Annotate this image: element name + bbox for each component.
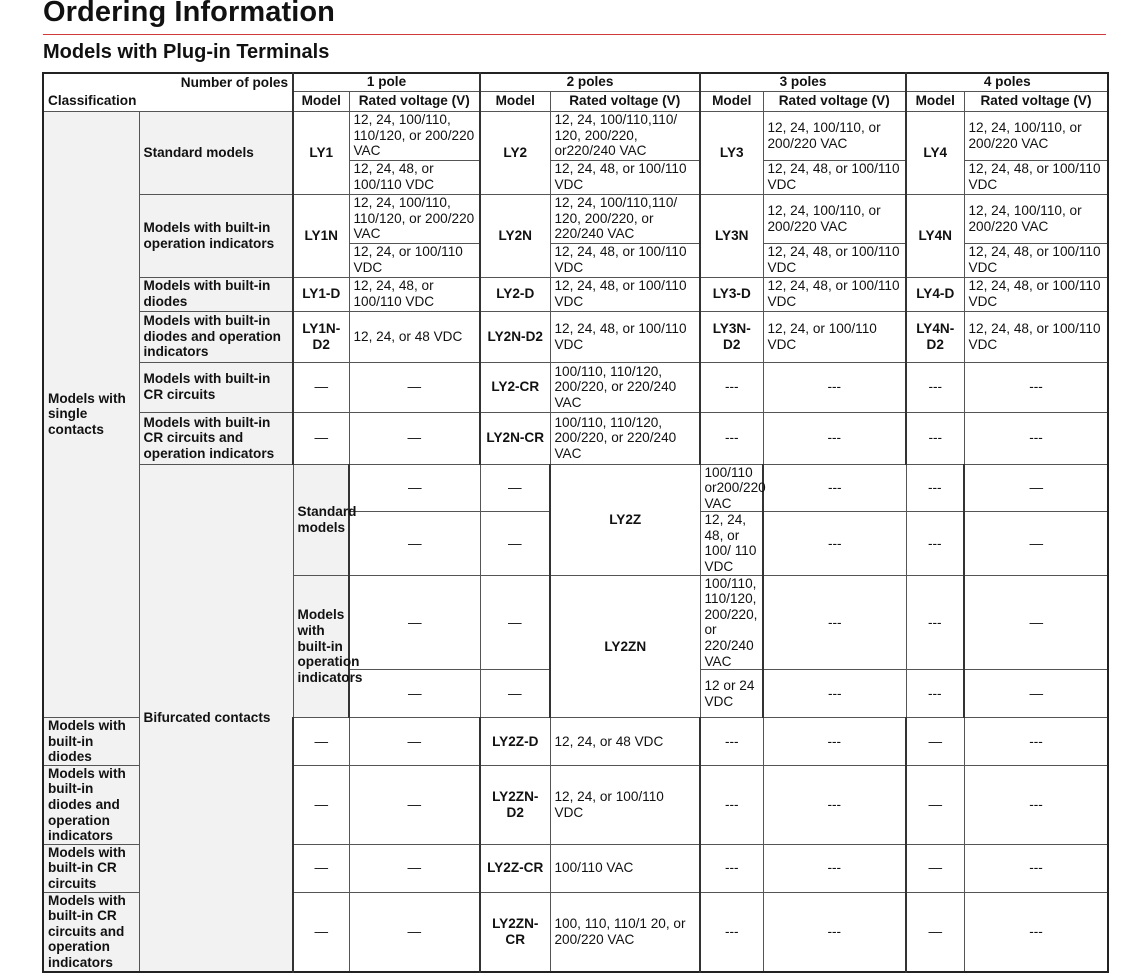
empty-dash: — xyxy=(906,892,964,971)
voltage-cell: 12, 24, 48, or 100/110 VDC xyxy=(349,160,480,194)
voltage-cell: 12, 24, 100/110,110/ 120, 200/220, or220/240 VAC xyxy=(550,111,700,160)
model-cell: LY4-D xyxy=(906,277,964,311)
model-cell: LY2Z-D xyxy=(480,718,550,766)
empty-dash: --- xyxy=(763,670,906,718)
empty-dash: --- xyxy=(700,362,763,412)
voltage-cell: 12, 24, or 100/110 VDC xyxy=(763,311,906,362)
subgroup-diodes-operation-indicators: Models with built-in diodes and operation indicators xyxy=(43,765,139,844)
empty-dash: --- xyxy=(763,844,906,892)
empty-dash: --- xyxy=(763,892,906,971)
header-1-pole: 1 pole xyxy=(293,73,480,91)
header-rated-voltage: Rated voltage (V) xyxy=(964,91,1108,111)
empty-dash: — xyxy=(480,512,550,575)
model-cell: LY3N-D2 xyxy=(700,311,763,362)
empty-dash: — xyxy=(293,718,349,766)
empty-dash: --- xyxy=(906,670,964,718)
empty-dash: --- xyxy=(906,575,964,670)
empty-dash: --- xyxy=(906,412,964,464)
subgroup-diodes: Models with built-in diodes xyxy=(139,277,293,311)
empty-dash: --- xyxy=(700,892,763,971)
model-cell: LY2-CR xyxy=(480,362,550,412)
model-cell: LY1 xyxy=(293,111,349,194)
voltage-cell: 12, 24, or 100/110 VDC xyxy=(550,765,700,844)
voltage-cell: 12, 24, 48, or 100/110 VDC xyxy=(964,311,1108,362)
empty-dash: — xyxy=(349,892,480,971)
voltage-cell: 12, 24, 100/110, 110/120, or 200/220 VAC xyxy=(349,111,480,160)
empty-dash: --- xyxy=(763,362,906,412)
subgroup-cr-circuits: Models with built-in CR circuits xyxy=(139,362,293,412)
header-2-poles: 2 poles xyxy=(480,73,700,91)
model-cell: LY4N-D2 xyxy=(906,311,964,362)
model-cell: LY2-D xyxy=(480,277,550,311)
empty-dash: — xyxy=(480,464,550,512)
voltage-cell: 12, 24, 48, or 100/110 VDC xyxy=(763,243,906,277)
empty-dash: — xyxy=(293,892,349,971)
section-subtitle: Models with Plug-in Terminals xyxy=(43,41,330,63)
empty-dash: --- xyxy=(700,718,763,766)
empty-dash: — xyxy=(964,575,1108,670)
voltage-cell: 12, 24, 48, or 100/110 VDC xyxy=(964,160,1108,194)
title-divider xyxy=(43,34,1106,35)
header-4-poles: 4 poles xyxy=(906,73,1108,91)
voltage-cell: 12, 24, 48, or 100/110 VDC xyxy=(550,277,700,311)
empty-dash: — xyxy=(349,670,480,718)
voltage-cell: 12, 24, 48, or 100/110 VDC xyxy=(550,243,700,277)
model-cell: LY2 xyxy=(480,111,550,194)
empty-dash: --- xyxy=(763,718,906,766)
empty-dash: — xyxy=(349,412,480,464)
header-number-of-poles: Number of poles xyxy=(43,73,293,91)
empty-dash: — xyxy=(964,512,1108,575)
model-cell: LY4N xyxy=(906,194,964,277)
model-cell: LY2ZN-D2 xyxy=(480,765,550,844)
voltage-cell: 12, 24, 48, or 100/110 VDC xyxy=(550,311,700,362)
empty-dash: — xyxy=(349,844,480,892)
model-cell: LY2N-D2 xyxy=(480,311,550,362)
voltage-cell: 12, 24, 100/110,110/ 120, 200/220, or 220/240 VAC xyxy=(550,194,700,243)
empty-dash: — xyxy=(480,575,550,670)
voltage-cell: 100/110, 110/120, 200/220, or 220/240 VAC xyxy=(550,412,700,464)
header-classification: Classification xyxy=(43,91,293,111)
header-3-poles: 3 poles xyxy=(700,73,906,91)
subgroup-cr-operation-indicators: Models with built-in CR circuits and operation indicators xyxy=(139,412,293,464)
subgroup-cr-operation-indicators: Models with built-in CR circuits and operation indicators xyxy=(43,892,139,971)
voltage-cell: 100/110 VAC xyxy=(550,844,700,892)
voltage-cell: 12 or 24 VDC xyxy=(700,670,763,718)
empty-dash: — xyxy=(293,844,349,892)
page-title: Ordering Information xyxy=(43,0,335,28)
header-model: Model xyxy=(480,91,550,111)
empty-dash: — xyxy=(964,670,1108,718)
empty-dash: --- xyxy=(964,412,1108,464)
model-cell: LY2Z xyxy=(550,464,700,575)
subgroup-diodes: Models with built-in diodes xyxy=(43,718,139,766)
empty-dash: — xyxy=(906,844,964,892)
empty-dash: — xyxy=(293,765,349,844)
model-cell: LY2ZN-CR xyxy=(480,892,550,971)
header-model: Model xyxy=(293,91,349,111)
empty-dash: --- xyxy=(906,512,964,575)
empty-dash: --- xyxy=(964,362,1108,412)
empty-dash: — xyxy=(349,512,480,575)
model-cell: LY3 xyxy=(700,111,763,194)
empty-dash: --- xyxy=(700,844,763,892)
voltage-cell: 12, 24, 48, or 100/110 VDC xyxy=(550,160,700,194)
empty-dash: --- xyxy=(906,362,964,412)
empty-dash: --- xyxy=(700,412,763,464)
model-cell: LY3-D xyxy=(700,277,763,311)
empty-dash: --- xyxy=(964,844,1108,892)
voltage-cell: 12, 24, 100/110, or 200/220 VAC xyxy=(763,194,906,243)
voltage-cell: 12, 24, 100/110, or 200/220 VAC xyxy=(763,111,906,160)
subgroup-operation-indicators: Models with built-in operation indicators xyxy=(293,575,349,717)
empty-dash: — xyxy=(293,412,349,464)
voltage-cell: 12, 24, or 48 VDC xyxy=(550,718,700,766)
empty-dash: --- xyxy=(763,412,906,464)
model-cell: LY1-D xyxy=(293,277,349,311)
empty-dash: — xyxy=(293,362,349,412)
voltage-cell: 100/110, 110/120, 200/220, or 220/240 VAC xyxy=(550,362,700,412)
subgroup-diodes-operation-indicators: Models with built-in diodes and operation indicators xyxy=(139,311,293,362)
header-rated-voltage: Rated voltage (V) xyxy=(349,91,480,111)
voltage-cell: 12, 24, 48, or 100/ 110 VDC xyxy=(700,512,763,575)
voltage-cell: 100/110 or200/220 VAC xyxy=(700,464,763,512)
ordering-table xyxy=(42,72,1109,973)
subgroup-operation-indicators: Models with built-in operation indicators xyxy=(139,194,293,277)
group-bifurcated-contacts: Bifurcated contacts xyxy=(139,464,293,972)
empty-dash: — xyxy=(349,464,480,512)
empty-dash: --- xyxy=(763,464,906,512)
model-cell: LY3N xyxy=(700,194,763,277)
header-model: Model xyxy=(906,91,964,111)
empty-dash: — xyxy=(906,718,964,766)
header-rated-voltage: Rated voltage (V) xyxy=(763,91,906,111)
empty-dash: --- xyxy=(906,464,964,512)
voltage-cell: 12, 24, 100/110, 110/120, or 200/220 VAC xyxy=(349,194,480,243)
empty-dash: — xyxy=(480,670,550,718)
voltage-cell: 12, 24, or 100/110 VDC xyxy=(349,243,480,277)
voltage-cell: 12, 24, 48, or 100/110 VDC xyxy=(763,277,906,311)
subgroup-standard-models: Standard models xyxy=(293,464,349,575)
empty-dash: — xyxy=(349,575,480,670)
empty-dash: — xyxy=(349,718,480,766)
model-cell: LY2Z-CR xyxy=(480,844,550,892)
model-cell: LY1N-D2 xyxy=(293,311,349,362)
empty-dash: — xyxy=(906,765,964,844)
voltage-cell: 100/110, 110/120, 200/220, or 220/240 VAC xyxy=(700,575,763,670)
voltage-cell: 12, 24, 48, or 100/110 VDC xyxy=(964,277,1108,311)
model-cell: LY2N-CR xyxy=(480,412,550,464)
model-cell: LY1N xyxy=(293,194,349,277)
group-single-contacts: Models with single contacts xyxy=(43,111,139,718)
voltage-cell: 12, 24, 100/110, or 200/220 VAC xyxy=(964,111,1108,160)
voltage-cell: 12, 24, 100/110, or 200/220 VAC xyxy=(964,194,1108,243)
subgroup-standard-models: Standard models xyxy=(139,111,293,194)
empty-dash: --- xyxy=(763,512,906,575)
voltage-cell: 12, 24, or 48 VDC xyxy=(349,311,480,362)
voltage-cell: 12, 24, 48, or 100/110 VDC xyxy=(964,243,1108,277)
empty-dash: --- xyxy=(763,765,906,844)
subgroup-cr-circuits: Models with built-in CR circuits xyxy=(43,844,139,892)
empty-dash: --- xyxy=(964,765,1108,844)
empty-dash: — xyxy=(349,362,480,412)
empty-dash: — xyxy=(964,464,1108,512)
empty-dash: --- xyxy=(700,765,763,844)
header-rated-voltage: Rated voltage (V) xyxy=(550,91,700,111)
empty-dash: --- xyxy=(763,575,906,670)
voltage-cell: 12, 24, 48, or 100/110 VDC xyxy=(763,160,906,194)
empty-dash: --- xyxy=(964,892,1108,971)
empty-dash: — xyxy=(349,765,480,844)
model-cell: LY2ZN xyxy=(550,575,700,717)
voltage-cell: 100, 110, 110/1 20, or 200/220 VAC xyxy=(550,892,700,971)
header-model: Model xyxy=(700,91,763,111)
empty-dash: --- xyxy=(964,718,1108,766)
model-cell: LY4 xyxy=(906,111,964,194)
voltage-cell: 12, 24, 48, or 100/110 VDC xyxy=(349,277,480,311)
model-cell: LY2N xyxy=(480,194,550,277)
